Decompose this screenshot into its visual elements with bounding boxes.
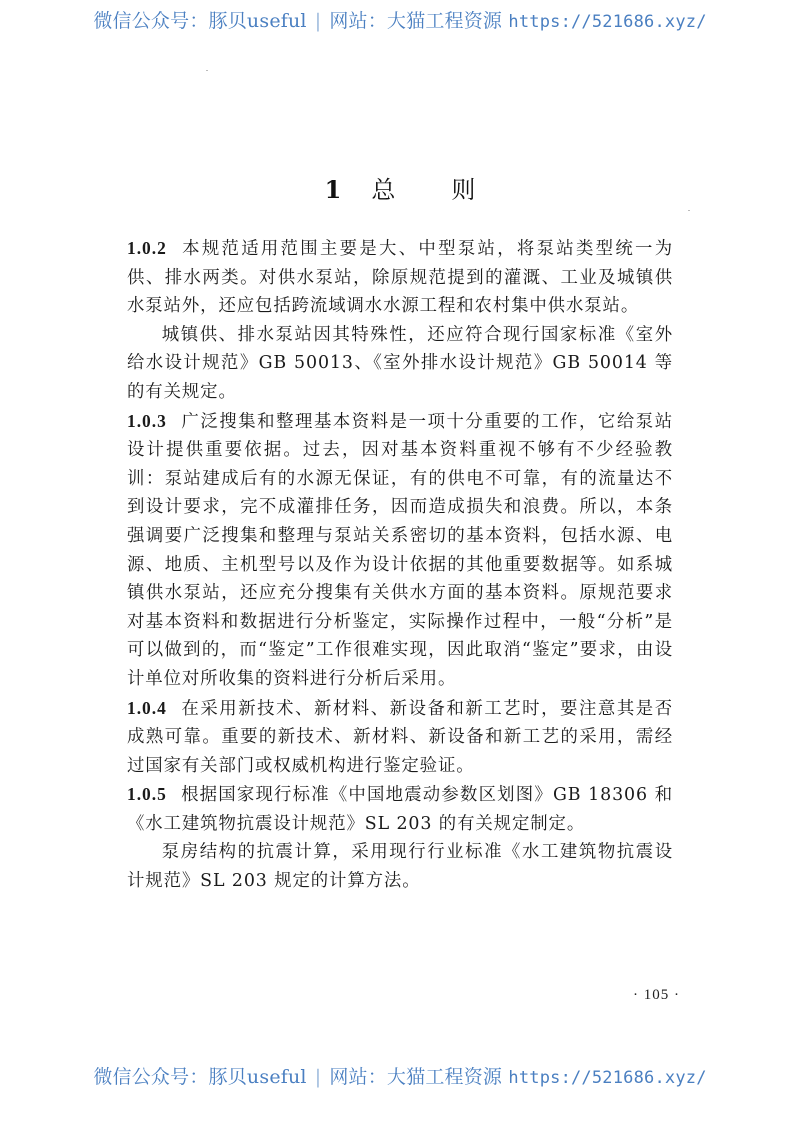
clause-number: 1.0.5: [127, 784, 167, 805]
document-body: [127, 234, 673, 896]
watermark-site-label: 网站：大猫工程资源: [329, 1066, 503, 1088]
clause-1-0-4: [127, 694, 673, 781]
clause-text: 本规范适用范围主要是大、中型泵站，将泵站类型统一为供、排水两类。对供水泵站，除原规范提到的灌溉、工业及城镇供水泵站外，还应包括跨流域调水水源工程和农村集中供水泵站。: [127, 239, 673, 317]
clause-1-0-2-para-2: 城镇供、排水泵站因其特殊性，还应符合现行国家标准《室外给水设计规范》GB 50013、《室外排水设计规范》GB 50014 等的有关规定。: [127, 324, 673, 402]
scan-speck: [688, 210, 690, 211]
watermark-wechat-label: 微信公众号：豚贝useful: [93, 10, 307, 32]
watermark-url-link[interactable]: https://521686.xyz/: [508, 1068, 707, 1088]
chapter-title: [0, 170, 800, 205]
watermark-separator: |: [314, 10, 322, 32]
watermark-wechat-label: 微信公众号：豚贝useful: [93, 1066, 307, 1088]
watermark-site-label: 网站：大猫工程资源: [329, 10, 503, 32]
clause-1-0-5: [127, 780, 673, 838]
clause-text: 在采用新技术、新材料、新设备和新工艺时，要注意其是否成熟可靠。重要的新技术、新材料、新设备和新工艺的采用，需经过国家有关部门或权威机构进行鉴定验证。: [127, 698, 673, 776]
chapter-title-char-1: 总: [371, 176, 396, 204]
clause-1-0-5-para-2: 泵房结构的抗震计算，采用现行行业标准《水工建筑物抗震设计规范》SL 203 规定的计算方法。: [127, 842, 673, 892]
clause-text: 广泛搜集和整理基本资料是一项十分重要的工作，它给泵站设计提供重要依据。过去，因对基本资料重视不够有不少经验教训：泵站建成后有的水源无保证，有的供电不可靠，有的流量达不到设计要求，完不成灌排任务，因而造成损失和浪费。所以，本条强调要广泛搜集和整理与泵站关系密切的基本资料，包括水源、电源、地质、主机型号以及作为设计依据的其他重要数据等。如系城镇供水泵站，还应充分搜集有关供水方面的基本资料。原规范要求对基本资料和数据进行分析鉴定，实际操作过程中，一般“分析”是可以做到的，而“鉴定”工作很难实现，因此取消“鉴定”要求，由设计单位对所收集的资料进行分析后采用。: [127, 411, 673, 689]
watermark-url-link[interactable]: https://521686.xyz/: [508, 12, 707, 32]
clause-1-0-3: [127, 407, 673, 694]
scan-speck: [206, 70, 208, 71]
clause-number: 1.0.2: [127, 238, 167, 258]
watermark-footer: [0, 1062, 800, 1089]
clause-number: 1.0.4: [127, 697, 167, 718]
clause-text: 根据国家现行标准《中国地震动参数区划图》GB 18306 和《水工建筑物抗震设计规范》SL 203 的有关规定制定。: [127, 785, 673, 834]
watermark-header: [0, 6, 800, 33]
chapter-number: 1: [324, 175, 342, 204]
watermark-separator: |: [314, 1066, 322, 1088]
chapter-title-char-2: 则: [451, 176, 476, 204]
clause-1-0-2: [127, 234, 673, 321]
clause-number: 1.0.3: [127, 410, 167, 431]
page-number: · 105 ·: [633, 987, 680, 1003]
